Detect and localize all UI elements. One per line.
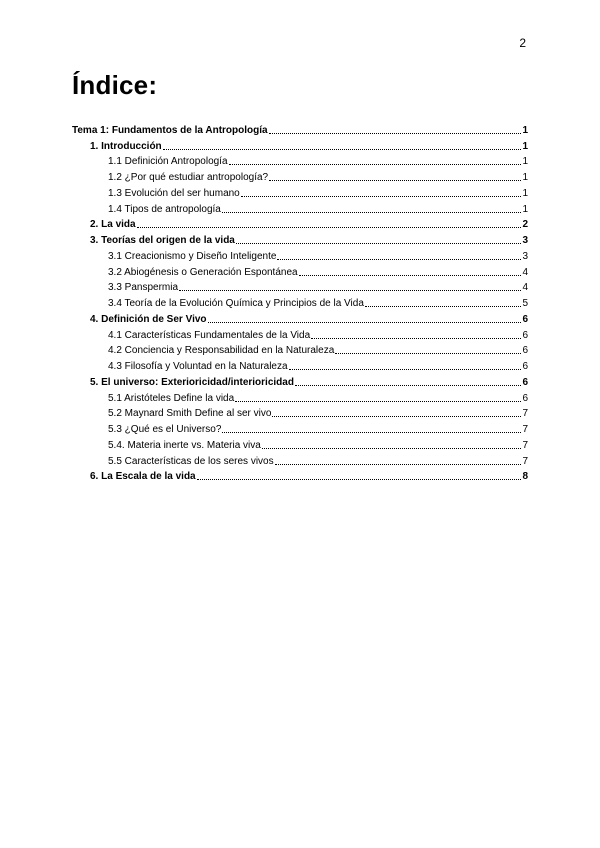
toc-entry[interactable]: [72, 200, 528, 216]
toc-entry-page: 7: [522, 439, 528, 451]
toc-entry-label: 1.3 Evolución del ser humano: [108, 187, 240, 199]
toc-entry[interactable]: [72, 468, 528, 484]
toc-entry-label: Tema 1: Fundamentos de la Antropología: [72, 124, 268, 136]
toc-entry-label: 5. El universo: Exterioricidad/interioricidad: [90, 376, 294, 388]
toc-entry[interactable]: [72, 247, 528, 263]
toc-dot-leader: [311, 337, 521, 339]
toc-entry-page: 1: [522, 172, 528, 183]
toc-entry-page: 3: [522, 235, 528, 246]
toc-dot-leader: [222, 211, 522, 213]
toc-entry-label: 3.1 Creacionismo y Diseño Inteligente: [108, 250, 277, 262]
toc-entry-label: 4.3 Filosofía y Voluntad en la Naturaleza: [108, 361, 288, 372]
toc-entry-page: 6: [522, 345, 528, 357]
toc-entry-label: 2. La vida: [90, 219, 136, 231]
toc-dot-leader: [299, 274, 522, 276]
toc-entry-page: 6: [522, 376, 528, 388]
toc-entry-page: 4: [522, 266, 528, 278]
toc-entry-page: 1: [522, 140, 528, 152]
toc-entry-page: 1: [522, 203, 528, 215]
toc-dot-leader: [137, 226, 522, 228]
toc-entry[interactable]: [72, 168, 528, 184]
toc-entry-label: 3.4 Teoría de la Evolución Química y Principios de la Vida: [108, 298, 364, 309]
toc-dot-leader: [295, 384, 521, 386]
toc-entry-label: 3. Teorías del origen de la vida: [90, 235, 235, 246]
page-title: Índice:: [72, 70, 158, 100]
toc-dot-leader: [235, 400, 521, 402]
toc-entry[interactable]: [72, 436, 528, 452]
toc-entry-page: 2: [522, 219, 528, 231]
toc-dot-leader: [222, 431, 521, 433]
toc-entry-page: 7: [522, 455, 528, 467]
page-number: 2: [519, 36, 526, 50]
toc-entry-label: 5.2 Maynard Smith Define al ser vivo: [108, 408, 272, 420]
toc-dot-leader: [289, 368, 522, 370]
toc-dot-leader: [365, 305, 522, 307]
toc-entry-page: 6: [522, 361, 528, 372]
toc-entry-page: 1: [522, 156, 528, 168]
toc-entry[interactable]: [72, 121, 528, 137]
toc-entry[interactable]: [72, 279, 528, 295]
toc-entry-page: 5: [522, 298, 528, 309]
toc-entry[interactable]: [72, 216, 528, 232]
toc-dot-leader: [277, 258, 521, 260]
toc-entry-page: 6: [522, 329, 528, 341]
toc-entry-page: 6: [522, 313, 528, 325]
toc-entry-label: 1. Introducción: [90, 140, 162, 152]
toc-entry[interactable]: [72, 263, 528, 279]
toc-entry[interactable]: [72, 373, 528, 389]
toc-entry-page: 1: [522, 124, 528, 136]
toc-entry-page: 1: [522, 187, 528, 199]
toc-entry-label: 5.4. Materia inerte vs. Materia viva: [108, 439, 261, 451]
toc-entry-page: 6: [522, 392, 528, 404]
toc-dot-leader: [272, 415, 521, 417]
toc-entry[interactable]: [72, 137, 528, 153]
toc-entry-page: 4: [522, 282, 528, 294]
toc-entry-label: 4. Definición de Ser Vivo: [90, 313, 207, 325]
toc-entry-page: 3: [522, 250, 528, 262]
toc-entry-label: 4.2 Conciencia y Responsabilidad en la Naturaleza: [108, 345, 335, 357]
toc-entry-page: 7: [522, 408, 528, 420]
toc-dot-leader: [163, 148, 522, 150]
toc-entry[interactable]: [72, 153, 528, 169]
toc-entry[interactable]: [72, 310, 528, 326]
toc-dot-leader: [197, 478, 522, 480]
toc-entry-page: 8: [522, 471, 528, 483]
toc-entry-label: 3.3 Panspermia: [108, 282, 179, 294]
toc-dot-leader: [269, 179, 521, 181]
toc-dot-leader: [208, 321, 522, 323]
toc-entry[interactable]: [72, 326, 528, 342]
toc-entry[interactable]: [72, 294, 528, 310]
toc-entry[interactable]: [72, 184, 528, 200]
toc-entry-label: 4.1 Características Fundamentales de la Vida: [108, 329, 311, 341]
toc-entry-label: 6. La Escala de la vida: [90, 471, 196, 483]
toc-entry[interactable]: [72, 405, 528, 421]
toc-dot-leader: [236, 242, 522, 244]
toc-dot-leader: [335, 352, 521, 354]
table-of-contents: [72, 121, 528, 483]
toc-entry[interactable]: [72, 342, 528, 358]
toc-entry-label: 1.1 Definición Antropología: [108, 156, 228, 168]
toc-entry-label: 3.2 Abiogénesis o Generación Espontánea: [108, 266, 298, 278]
toc-dot-leader: [179, 289, 521, 291]
toc-entry[interactable]: [72, 389, 528, 405]
toc-entry-label: 5.1 Aristóteles Define la vida: [108, 392, 235, 404]
toc-entry-label: 5.3 ¿Qué es el Universo?: [108, 424, 222, 435]
toc-entry[interactable]: [72, 231, 528, 247]
toc-dot-leader: [229, 163, 522, 165]
toc-entry[interactable]: [72, 420, 528, 436]
toc-entry-page: 7: [522, 424, 528, 435]
toc-entry[interactable]: [72, 357, 528, 373]
toc-entry-label: 1.2 ¿Por qué estudiar antropología?: [108, 172, 269, 183]
toc-entry-label: 1.4 Tipos de antropología: [108, 203, 221, 215]
toc-entry[interactable]: [72, 452, 528, 468]
toc-dot-leader: [262, 447, 522, 449]
toc-dot-leader: [269, 132, 522, 134]
toc-dot-leader: [241, 195, 522, 197]
toc-dot-leader: [275, 463, 522, 465]
toc-entry-label: 5.5 Características de los seres vivos: [108, 455, 274, 467]
